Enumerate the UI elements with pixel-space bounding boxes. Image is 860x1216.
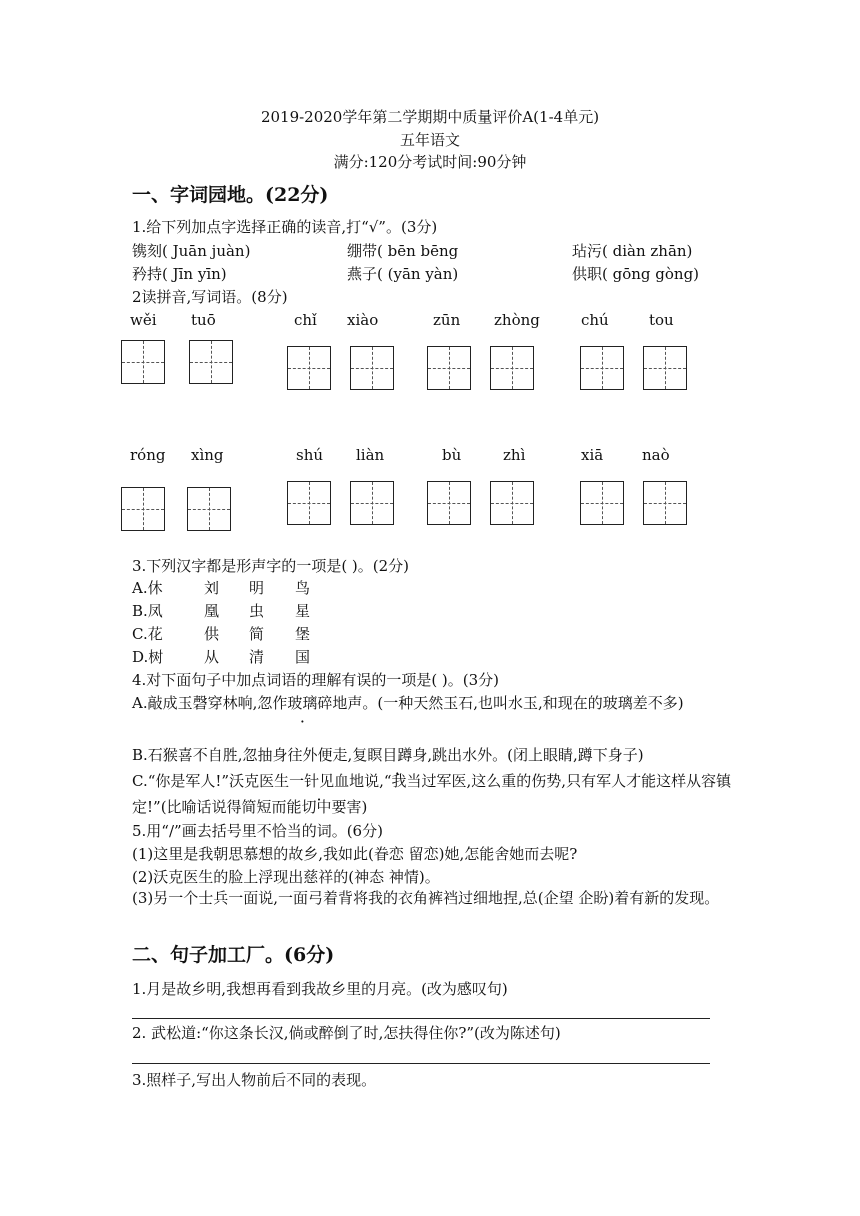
pinyin-label: wěi: [130, 311, 157, 329]
q4-option-b: [132, 742, 732, 768]
option-label: D.树: [132, 648, 164, 666]
exam-subject: 五年语文: [399, 131, 460, 149]
option-label: C.花: [132, 625, 163, 643]
writing-box[interactable]: [189, 340, 233, 384]
writing-box[interactable]: [427, 346, 471, 390]
writing-box[interactable]: [287, 346, 331, 390]
pinyin-label: bù: [442, 446, 462, 464]
option-char: 鸟: [295, 579, 311, 597]
answer-line[interactable]: [132, 1063, 710, 1064]
q5-item: (2)沃克医生的脸上浮现出慈祥的(神态 神情)。: [132, 868, 440, 886]
writing-box[interactable]: [187, 487, 231, 531]
option-char: 明: [249, 579, 265, 597]
writing-box[interactable]: [643, 346, 687, 390]
q4-c-text: C.“你是军人!”沃克医生: [132, 772, 290, 790]
q4-a-text: A.敲成玉磬穿林响,忽作: [132, 694, 288, 712]
writing-box[interactable]: [350, 346, 394, 390]
writing-box[interactable]: [121, 487, 165, 531]
pinyin-label: liàn: [356, 446, 385, 464]
q1-stem: 1.给下列加点字选择正确的读音,打“√”。(3分): [132, 218, 438, 236]
pinyin-label: chú: [581, 311, 609, 329]
writing-box[interactable]: [643, 481, 687, 525]
option-char: 供: [204, 625, 220, 643]
pinyin-label: tou: [649, 311, 674, 329]
dotted-word: 一针见血: [289, 772, 350, 790]
pinyin-label: zūn: [433, 311, 461, 329]
pinyin-label: tuō: [191, 311, 216, 329]
q1-item: 供职( gōng gòng): [572, 265, 700, 283]
pinyin-label: naò: [642, 446, 670, 464]
option-char: 堡: [295, 625, 311, 643]
exam-info: 满分:120分考试时间:90分钟: [333, 153, 527, 171]
q5-stem: 5.用“/”画去括号里不恰当的词。(6分): [132, 822, 383, 840]
option-label: B.凤: [132, 602, 163, 620]
pinyin-label: xiā: [581, 446, 604, 464]
q3-option-d: [132, 646, 311, 668]
option-char: 清: [249, 648, 265, 666]
q3-option-b: [132, 600, 311, 622]
answer-line[interactable]: [132, 1018, 710, 1019]
writing-box[interactable]: [427, 481, 471, 525]
q5-item: (3)另一个士兵一面说,一面弓着背将我的衣角裤裆过细地捏,总(企望 企盼)着有新的发现。: [132, 889, 720, 907]
pinyin-label: chǐ: [294, 311, 317, 329]
pinyin-label: zhòng: [494, 311, 540, 329]
q1-item: 玷污( diàn zhān): [572, 242, 693, 260]
s2-q1: 1.月是故乡明,我想再看到我故乡里的月亮。(改为感叹句): [132, 980, 508, 998]
q3-stem: 3.下列汉字都是形声字的一项是( )。(2分): [132, 557, 410, 575]
writing-box[interactable]: [287, 481, 331, 525]
option-char: 简: [249, 625, 265, 643]
q1-item: 绷带( bēn bēng: [347, 242, 459, 260]
writing-box[interactable]: [350, 481, 394, 525]
dotted-word: 玻璃: [287, 694, 318, 712]
writing-box[interactable]: [580, 481, 624, 525]
q4-option-a: [132, 690, 732, 716]
s2-q2: 2. 武松道:“你这条长汉,倘或醉倒了时,怎扶得住你?”(改为陈述句): [132, 1024, 561, 1042]
q1-item: 镌刻( Juān juàn): [132, 242, 251, 260]
section2-heading: 二、句子加工厂。(6分): [132, 944, 335, 966]
q4-a-text: 碎地声。(一种天然玉石,也叫水玉,和现在的玻璃差不多): [317, 694, 684, 712]
q4-stem: 4.对下面句子中加点词语的理解有误的一项是( )。(3分): [132, 671, 500, 689]
q1-item: 燕子( (yān yàn): [347, 265, 459, 283]
option-char: 国: [295, 648, 311, 666]
pinyin-label: zhì: [503, 446, 526, 464]
option-char: 从: [204, 648, 220, 666]
s2-q3: 3.照样子,写出人物前后不同的表现。: [132, 1071, 377, 1089]
pinyin-label: shú: [296, 446, 324, 464]
writing-box[interactable]: [580, 346, 624, 390]
section1-heading: 一、字词园地。(22分): [132, 184, 329, 206]
dotted-word: 瞑目蹲身: [367, 746, 428, 764]
option-char: 刘: [204, 579, 220, 597]
q4-c-text: 地说,“我当过军医,这么重的伤势,只有军人才能这样从容镇定!”(比喻话说得简短而能切中要害): [132, 772, 732, 816]
pinyin-label: xiào: [347, 311, 379, 329]
writing-box[interactable]: [121, 340, 165, 384]
q3-option-c: [132, 623, 311, 645]
q4-b-text: B.石猴喜不自胜,忽抽身往外便走,复: [132, 746, 368, 764]
q3-option-a: [132, 577, 311, 599]
pinyin-label: róng: [130, 446, 166, 464]
q1-item: 矜持( Jīn yīn): [132, 265, 227, 283]
writing-box[interactable]: [490, 481, 534, 525]
pinyin-label: xìng: [191, 446, 224, 464]
option-label: A.休: [132, 579, 163, 597]
option-char: 凰: [204, 602, 220, 620]
writing-box[interactable]: [490, 346, 534, 390]
exam-title: 2019-2020学年第二学期期中质量评价A(1-4单元): [260, 108, 600, 126]
q4-b-text: ,跳出水外。(闭上眼睛,蹲下身子): [427, 746, 644, 764]
q5-item: (1)这里是我朝思慕想的故乡,我如此(眷恋 留恋)她,怎能舍她而去呢?: [132, 845, 578, 863]
q2-stem: 2读拼音,写词语。(8分): [132, 288, 288, 306]
option-char: 星: [295, 602, 311, 620]
option-char: 虫: [249, 602, 265, 620]
q4-option-c: [132, 768, 732, 820]
